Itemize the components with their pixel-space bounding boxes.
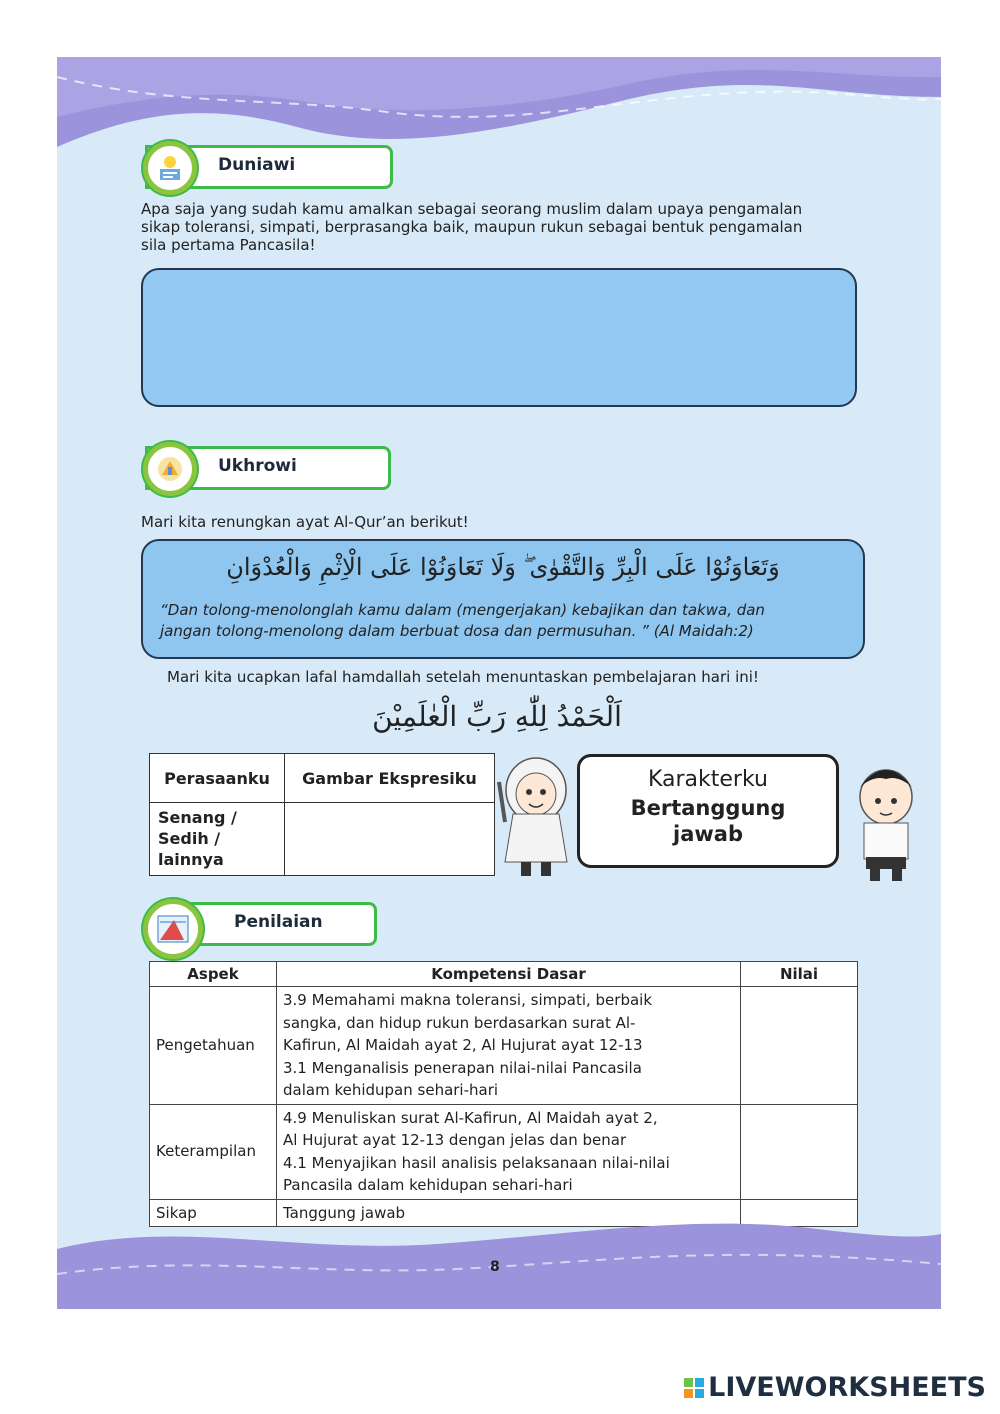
hamdalah-arabic: اَلْحَمْدُ لِلّٰهِ رَبِّ الْعٰلَمِيْنَ [372, 700, 622, 733]
table-row [150, 987, 858, 1105]
penilaian-badge-icon [143, 899, 203, 959]
duniawi-badge-icon [143, 141, 197, 195]
competency-line: 4.1 Menyajikan hasil analisis pelaksanaan nilai-nilai [283, 1153, 670, 1172]
competency-line: Kafirun, Al Maidah ayat 2, Al Hujurat ayat 12-13 [283, 1036, 643, 1054]
character-box [577, 754, 839, 868]
competency-line: 4.9 Menuliskan surat Al-Kafirun, Al Maidah ayat 2, [283, 1108, 658, 1127]
ukhrowi-badge-icon [143, 442, 197, 496]
character-heading: Karakterku [647, 767, 768, 792]
liveworksheets-logo-icon [684, 1374, 704, 1394]
feelings-option-sedih: Sedih / [158, 829, 221, 848]
assessment-score-cell[interactable] [741, 1104, 858, 1199]
character-value-line2: jawab [673, 822, 743, 846]
feelings-col1-header: Perasaanku [150, 754, 285, 803]
table-row [150, 1104, 858, 1199]
feelings-table [149, 753, 495, 876]
girl-illustration [497, 752, 575, 882]
ukhrowi-intro: Mari kita renungkan ayat Al-Qur’an berikut! [141, 513, 469, 531]
verse-translation-line1: “Dan tolong-menolonglah kamu dalam (mengerjakan) kebajikan dan takwa, dan [160, 601, 765, 619]
quran-verse-arabic: وَتَعَاوَنُوْا عَلَى الْبِرِّ وَالتَّقْوٰى ۖ وَلَا تَعَاوَنُوْا عَلَى الْاِثْمِ وَالْعُدْوَانِ [226, 553, 780, 581]
page-number: 8 [490, 1259, 500, 1275]
feelings-option-senang: Senang / [158, 808, 237, 827]
assessment-aspect: Keterampilan [150, 1104, 277, 1199]
character-value-line1: Bertanggung [630, 796, 786, 820]
assessment-table [149, 961, 858, 1227]
duniawi-answer-box[interactable] [141, 268, 857, 407]
assessment-header-nilai: Nilai [741, 962, 858, 987]
assessment-header-aspek: Aspek [150, 962, 277, 987]
penilaian-title: Penilaian [234, 912, 323, 932]
duniawi-prompt: Apa saja yang sudah kamu amalkan sebagai seorang muslim dalam upaya pengamalan sikap toleransi, simpati, berprasangka baik, maupun rukun sebagai bentuk pengamalan sila pertama Pancasila! [141, 200, 803, 254]
quran-verse-box [141, 539, 865, 659]
feelings-options [150, 803, 285, 876]
ukhrowi-title: Ukhrowi [218, 456, 297, 476]
assessment-score-cell[interactable] [741, 987, 858, 1105]
expression-drawing-cell[interactable] [285, 803, 495, 876]
feelings-option-lainnya: lainnya [158, 850, 224, 869]
assessment-aspect: Sikap [150, 1199, 277, 1227]
assessment-header-kd: Kompetensi Dasar [277, 962, 741, 987]
assessment-competency [277, 1104, 741, 1199]
competency-line: Al Hujurat ayat 12-13 dengan jelas dan benar [283, 1131, 627, 1149]
competency-line: dalam kehidupan sehari-hari [283, 1081, 499, 1099]
competency-line: sangka, dan hidup rukun berdasarkan surat Al- [283, 1013, 636, 1032]
worksheet-page [57, 57, 941, 1309]
verse-translation-line2: jangan tolong-menolong dalam berbuat dosa dan permusuhan. ” (Al Maidah:2) [160, 622, 754, 640]
assessment-competency [277, 987, 741, 1105]
liveworksheets-logo[interactable] [684, 1372, 986, 1403]
hamdalah-intro: Mari kita ucapkan lafal hamdallah setelah menuntaskan pembelajaran hari ini! [167, 668, 759, 686]
duniawi-title: Duniawi [218, 155, 296, 175]
boy-illustration [850, 757, 922, 885]
competency-line: 3.9 Memahami makna toleransi, simpati, berbaik [283, 991, 653, 1009]
competency-line: Tanggung jawab [283, 1203, 406, 1222]
liveworksheets-brand: LIVEWORKSHEETS [708, 1372, 986, 1403]
competency-line: 3.1 Menganalisis penerapan nilai-nilai Pancasila [283, 1058, 642, 1077]
assessment-aspect: Pengetahuan [150, 987, 277, 1105]
competency-line: Pancasila dalam kehidupan sehari-hari [283, 1176, 573, 1194]
feelings-col2-header: Gambar Ekspresiku [285, 754, 495, 803]
